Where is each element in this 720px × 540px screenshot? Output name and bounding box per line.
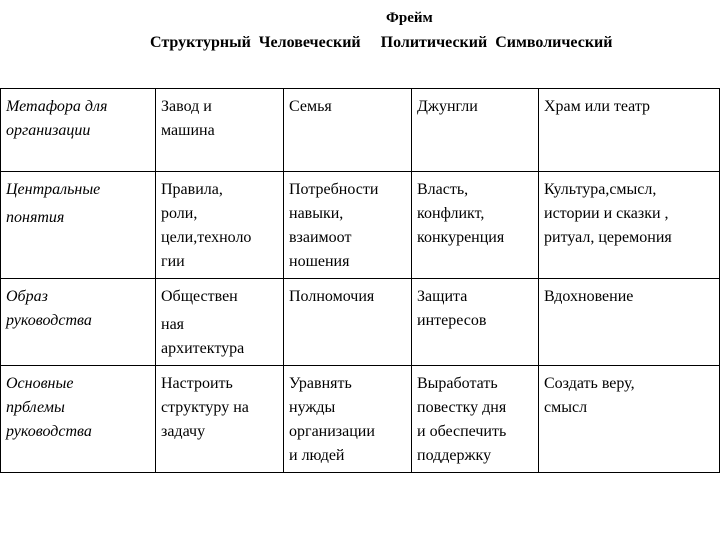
cell-line: Уравнять [289, 375, 352, 392]
cell-line: структуру на [161, 399, 249, 416]
cell-symbolic-concepts [539, 172, 720, 279]
cell-line: Семья [289, 98, 332, 115]
table-row-leadership-image [1, 279, 720, 366]
cell-human-concepts [284, 172, 412, 279]
cell-political-concepts [412, 172, 539, 279]
cell-structural-problems [156, 366, 284, 473]
cell-political-leadership-image [412, 279, 539, 366]
row-label-concepts [1, 172, 156, 279]
cell-line: архитектура [161, 340, 245, 357]
cell-line: и людей [289, 447, 345, 464]
row-label-leadership-problems [1, 366, 156, 473]
frames-table [0, 88, 720, 473]
row-label-line: руководства [6, 312, 92, 329]
cell-line: конкуренция [417, 229, 505, 246]
cell-line: гии [161, 253, 185, 270]
cell-line: и обеспечить [417, 423, 507, 440]
cell-line: Выработать [417, 375, 498, 392]
cell-line: смысл [544, 399, 588, 416]
row-label-line: организации [6, 122, 91, 139]
cell-human-metaphor [284, 89, 412, 172]
cell-symbolic-leadership-image [539, 279, 720, 366]
cell-symbolic-metaphor [539, 89, 720, 172]
cell-line: цели,техноло [161, 229, 252, 246]
cell-line: истории и сказки , [544, 205, 669, 222]
cell-human-problems [284, 366, 412, 473]
table-row-concepts [1, 172, 720, 279]
cell-human-leadership-image [284, 279, 412, 366]
cell-line: Обществен [161, 288, 238, 305]
cell-line: интересов [417, 312, 487, 329]
cell-line: Завод и [161, 98, 212, 115]
cell-line: Культура,смысл, [544, 181, 657, 198]
cell-line: машина [161, 122, 215, 139]
row-label-line: Центральные [6, 181, 101, 198]
cell-line: организации [289, 423, 375, 440]
table-row-metaphor [1, 89, 720, 172]
cell-line: Полномочия [289, 288, 375, 305]
table-row-leadership-problems [1, 366, 720, 473]
row-label-line: Основные [6, 375, 74, 392]
frame-types-header: Структурный Человеческий Политический Символический [150, 34, 613, 51]
cell-line: ная [161, 316, 185, 333]
cell-line: Создать веру, [544, 375, 635, 392]
cell-line: взаимоот [289, 229, 352, 246]
cell-line: Власть, [417, 181, 469, 198]
row-label-leadership-image [1, 279, 156, 366]
row-label-line: прблемы [6, 399, 65, 416]
row-label-line: Образ [6, 288, 48, 305]
cell-structural-leadership-image [156, 279, 284, 366]
cell-line: ритуал, церемония [544, 229, 672, 246]
cell-line: конфликт, [417, 205, 485, 222]
cell-line: задачу [161, 423, 206, 440]
cell-line: роли, [161, 205, 198, 222]
row-label-metaphor [1, 89, 156, 172]
row-label-line: Метафора для [6, 98, 108, 115]
cell-symbolic-problems [539, 366, 720, 473]
cell-structural-concepts [156, 172, 284, 279]
row-label-line: руководства [6, 423, 92, 440]
cell-line: ношения [289, 253, 350, 270]
cell-line: повестку дня [417, 399, 507, 416]
cell-line: навыки, [289, 205, 344, 222]
cell-line: Потребности [289, 181, 379, 198]
cell-line: Храм или театр [544, 98, 651, 115]
cell-line: Защита [417, 288, 468, 305]
cell-line: поддержку [417, 447, 492, 464]
cell-line: Вдохновение [544, 288, 634, 305]
row-label-line: понятия [6, 209, 65, 226]
cell-political-metaphor [412, 89, 539, 172]
frame-title: Фрейм [386, 10, 433, 26]
cell-line: нужды [289, 399, 336, 416]
cell-line: Настроить [161, 375, 233, 392]
cell-structural-metaphor [156, 89, 284, 172]
cell-political-problems [412, 366, 539, 473]
cell-line: Джунгли [417, 98, 478, 115]
cell-line: Правила, [161, 181, 223, 198]
